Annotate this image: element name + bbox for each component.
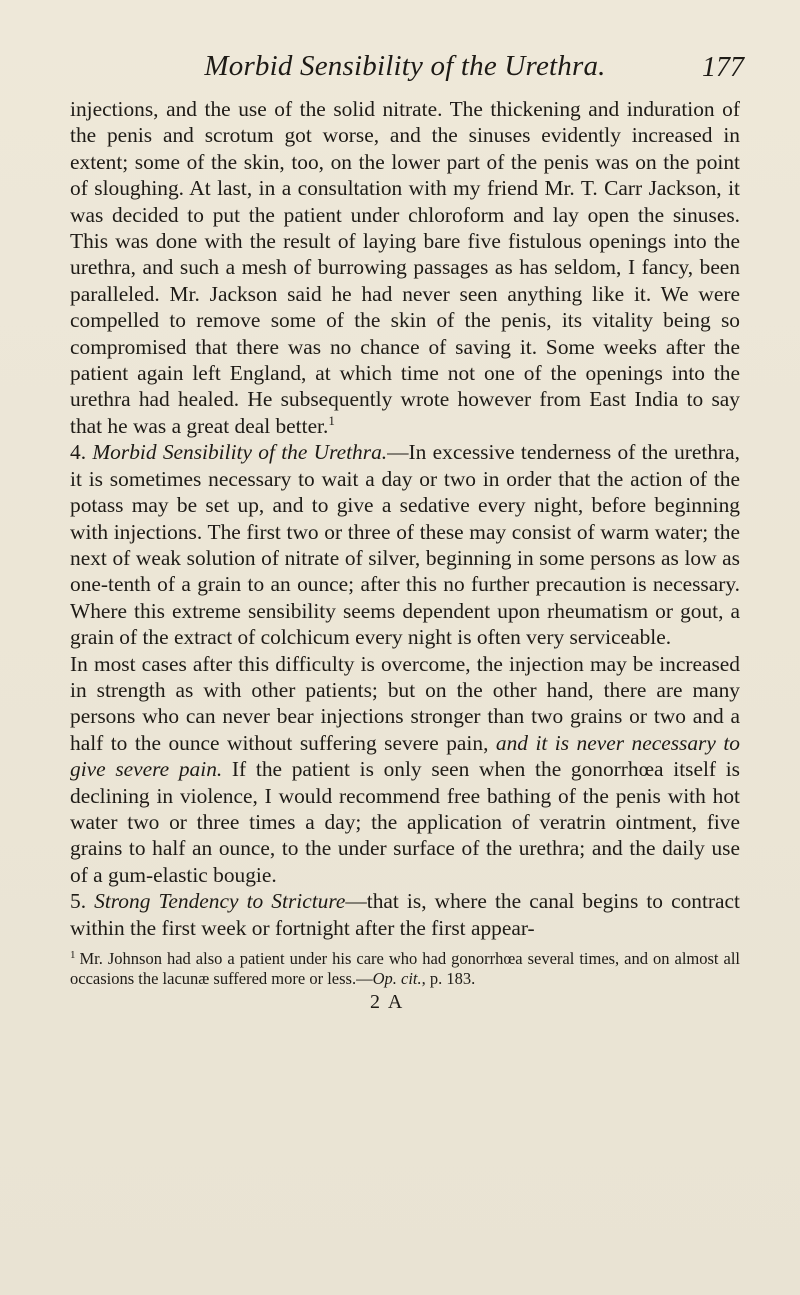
section-heading: Strong Tendency to Stricture — [94, 889, 346, 914]
section-text: —that is, where the canal begins to contract within the first week or fortnight after the first appear- — [70, 889, 740, 940]
section-number: 5. — [70, 889, 87, 914]
paragraph-injections — [70, 651, 740, 889]
paragraph-text: injections, and the use of the solid nitrate. The thickening and induration of the penis and scrotum got worse, and the sinuses evidently increased in extent; some of the skin, too, on the lower part of the penis was on the point of sloughing. At last, in a consultation with my friend Mr. T. Carr Jackson, it was decided to put the patient under chloroform and lay open the sinuses. This was done with the result of laying bare five fistulous openings into the urethra, and such a mesh of burrowing passages as has seldom, I fancy, been paralleled. Mr. Jackson said he had never seen anything like it. We were compelled to remove some of the skin of the penis, its vitality being so compromised that there was no chance of saving it. Some weeks after the patient again left England, at which time not one of the openings into the urethra had healed. He subsequently wrote however from East India to say that he was a great deal better. — [70, 97, 740, 438]
footnote-text: Mr. Johnson had also a patient under his care who had gonorrhœa several times, and on almost all occasions the lacunæ suffered more or less.— — [70, 949, 740, 988]
paragraph-text-before: In most cases after this difficulty is overcome, the injection may be increased in strength as with other patients; but on the other hand, there are many persons who can never bear injections stronger than two grains or two and a half to the ounce without suffering severe pain, — [70, 651, 740, 755]
paragraph-case-history — [70, 96, 740, 439]
section-heading: Morbid Sensibility of the Urethra. — [92, 440, 388, 465]
section-text: —In excessive tenderness of the urethra, it is sometimes necessary to wait a day or two in order that the action of the potass may be set up, and to give a sedative every night, before beginning with injections. The first two or three of these may consist of warm water; the next of weak solution of nitrate of silver, beginning in some persons as low as one-tenth of a grain to an ounce; after this no further precaution is necessary. Where this extreme sensibility seems dependent upon rheumatism or gout, a grain of the extract of colchicum every night is often very serviceable. — [70, 440, 740, 650]
footnote-area — [70, 949, 740, 989]
signature-mark: 2 A — [370, 991, 405, 1013]
paragraph-text-after: If the patient is only seen when the gonorrhœa itself is declining in violence, I would recommend free bathing of the penis with hot water two or three times a day; the application of veratrin ointment, five grains to half an ounce, to the under surface of the urethra; and the daily use of a gum-elastic bougie. — [70, 757, 740, 887]
footnote-reference: 1 — [328, 412, 335, 428]
emphasized-text: and it is never necessary to give severe pain. — [70, 730, 740, 782]
footnote-citation: Op. cit. — [372, 969, 422, 988]
section-number: 4. — [70, 440, 87, 465]
section-4 — [70, 439, 740, 650]
footnote-mark: 1 — [70, 949, 76, 961]
footnote-page: , p. 183. — [421, 969, 476, 988]
main-text — [70, 96, 740, 941]
section-5 — [70, 888, 740, 941]
running-head — [70, 46, 744, 96]
footnote — [70, 949, 740, 989]
page-title: Morbid Sensibility of the Urethra. — [204, 50, 606, 82]
page-number: 177 — [702, 52, 744, 83]
